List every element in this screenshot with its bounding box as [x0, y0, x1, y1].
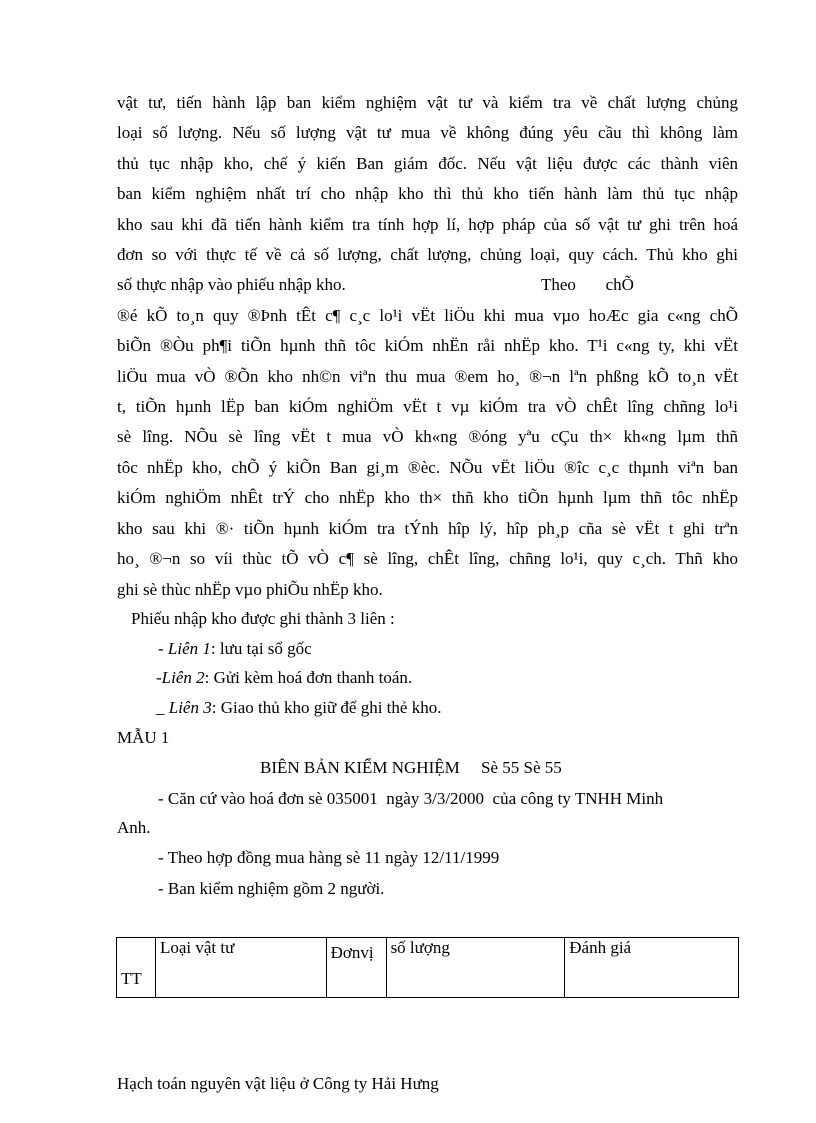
lien-2-text: : Gửi kèm hoá đơn thanh toán. — [204, 668, 413, 687]
report-title: BIÊN BẢN KIỂM NGHIỆM Sè 55 Sè 55 — [260, 758, 562, 777]
header-material-type: Loại vật tư — [155, 938, 326, 998]
paragraph-line: sè lîng. NÕu sè lîng vËt t mua vÒ kh«ng ®óng yªu cÇu th× kh«ng lµm thñ — [117, 427, 738, 447]
paragraph-line: ho¸ ®¬n so víi thùc tÕ vÒ c¶ sè lîng, chÊt lîng, chñng lo¹i, quy c¸ch. Thñ kho — [117, 549, 738, 569]
paragraph-line: kho sau khi ®· tiÕn hµnh kiÓm tra tÝnh hîp lý, hîp ph¸p cña sè vËt t ghi trªn — [117, 518, 738, 538]
paragraph-line: loại số lượng. Nếu số lượng vật tư mua về không đúng yêu cầu thì không làm — [117, 123, 738, 143]
basis-line-1: - Căn cứ vào hoá đơn sè 035001 ngày 3/3/2000 của công ty TNHH Minh — [158, 789, 664, 808]
page-footer: Hạch toán nguyên vật liệu ở Công ty Hải Hưng — [117, 1074, 439, 1093]
lien-3-prefix: _ — [156, 698, 169, 717]
lien-3-text: : Giao thủ kho giữ để ghi thẻ kho. — [211, 698, 442, 717]
header-unit: Đơnvị — [326, 938, 386, 998]
inspection-table — [116, 937, 739, 998]
paragraph-line: vật tư, tiến hành lập ban kiểm nghiệm vật tư và kiểm tra về chất lượng chủng — [117, 93, 738, 112]
lien-1-text: : lưu tại sổ gốc — [210, 639, 312, 658]
paragraph-line: liÖu mua vÒ ®Õn kho nh©n viªn thu mua ®em ho¸ ®¬n lªn phßng kÕ to¸n vËt — [117, 366, 738, 386]
lien-1-prefix: - — [158, 639, 168, 658]
lien-1-item — [158, 639, 312, 659]
paragraph-line: kiÓm nghiÖm nhÊt trÝ cho nhËp kho th× thñ kho tiÕn hµnh lµm thñ tôc nhËp — [117, 488, 738, 508]
header-quantity: số lượng — [386, 938, 565, 998]
basis-line-3: - Ban kiểm nghiệm gồm 2 người. — [158, 879, 385, 898]
paragraph-line: t, tiÕn hµnh lËp ban kiÓm nghiÖm vËt t vµ kiÓm tra vÒ chÊt lîng chñng lo¹i — [117, 397, 738, 417]
paragraph-line: biÕn ®Òu ph¶i tiÕn hµnh thñ tôc kiÓm nhËn råi nhËp kho. T¹i c«ng ty, khi vËt — [117, 336, 738, 356]
basis-line-2: - Theo hợp đồng mua hàng sè 11 ngày 12/11/1999 — [158, 848, 500, 867]
paragraph-line: ®é kÕ to¸n quy ®Þnh tÊt c¶ c¸c lo¹i vËt liÖu khi mua vµo hoÆc gia c«ng chÕ — [117, 305, 738, 325]
header-evaluation: Đánh giá — [565, 938, 739, 998]
lien-2-prefix: - — [156, 668, 162, 687]
form-label: MẪU 1 — [117, 728, 170, 747]
basis-line-1-continued: Anh. — [117, 818, 151, 837]
paragraph-line: ghi sè thùc nhËp vµo phiÕu nhËp kho. — [117, 579, 383, 599]
body-paragraph — [117, 88, 738, 605]
lien-2-item — [156, 668, 412, 688]
paragraph-line: kho sau khi đã tiến hành kiểm tra tính hợp lí, hợp pháp của số vật tư ghi trên hoá — [117, 214, 738, 234]
paragraph-line: thủ tục nhập kho, chế ý kiến Ban giám đốc. Nếu vật liệu được các thành viên — [117, 153, 738, 173]
lien-3-item — [156, 698, 441, 718]
header-tt: TT — [117, 938, 156, 998]
paragraph-line: ban kiểm nghiệm nhất trí cho nhập kho thì thủ kho tiến hành làm thủ tục nhập — [117, 184, 738, 204]
lien-3-label: Liên 3 — [168, 698, 212, 717]
paragraph-line: số thực nhập vào phiếu nhập kho. Theo chÕ — [117, 275, 634, 295]
lien-1-label: Liên 1 — [167, 639, 211, 658]
paragraph-line: tôc nhËp kho, chÕ ý kiÕn Ban gi¸m ®èc. NÕu vËt liÖu ®îc c¸c thµnh viªn ban — [117, 457, 738, 477]
table-header-row — [117, 938, 739, 998]
lien-2-label: Liên 2 — [161, 668, 205, 687]
intro-line: Phiếu nhập kho được ghi thành 3 liên : — [131, 609, 395, 628]
paragraph-line: đơn so với thực tế về cả số lượng, chất lượng, chủng loại, quy cách. Thủ kho ghi — [117, 245, 738, 265]
